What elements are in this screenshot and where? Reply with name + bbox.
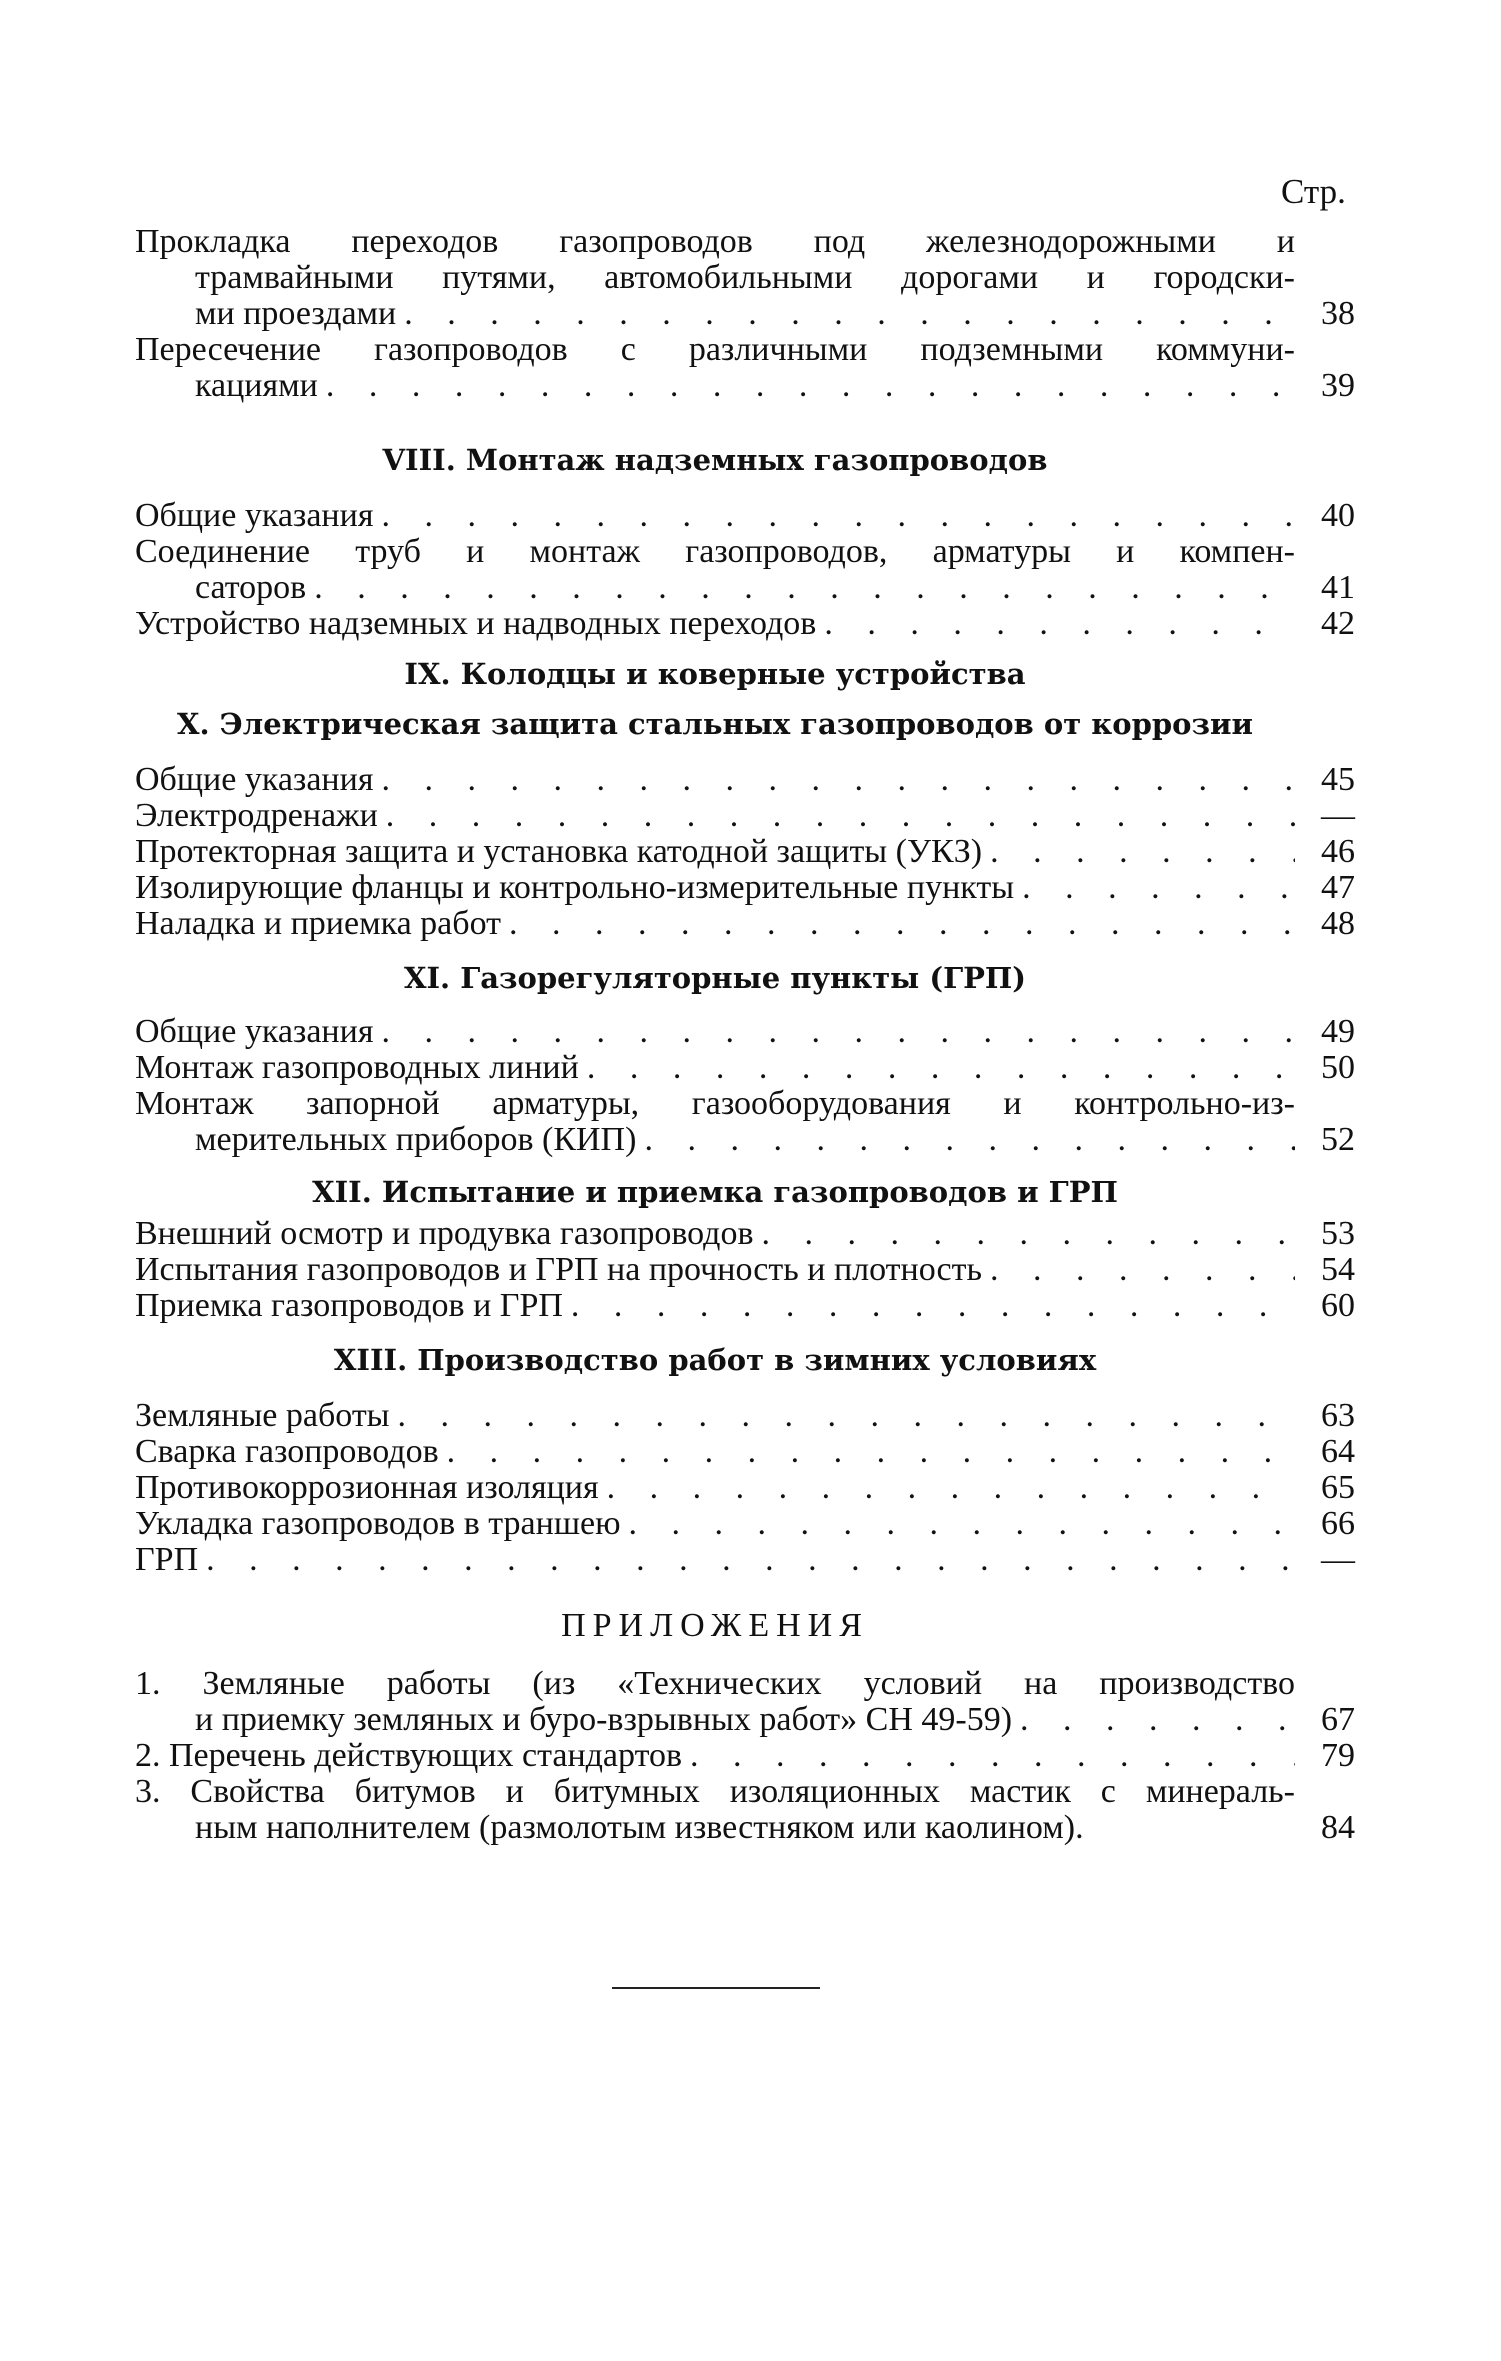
toc-entry-text xyxy=(135,1738,1295,1774)
toc-entry-text xyxy=(135,762,1295,798)
toc-entry-line: 3. Свойства битумов и битумных изоляционных мастик с минераль- xyxy=(135,1774,1295,1810)
leader-dots xyxy=(326,368,1295,404)
toc-entry-line: Общие указания xyxy=(135,1014,374,1050)
toc-entry-text xyxy=(135,1774,1295,1846)
toc-entry xyxy=(135,1398,1355,1434)
leader-dots xyxy=(314,570,1295,606)
page-number: — xyxy=(1321,797,1355,834)
toc-entry xyxy=(135,798,1355,834)
toc-entry-line: 2. Перечень действующих стандартов xyxy=(135,1738,683,1774)
toc-entry-line: Общие указания xyxy=(135,498,374,534)
toc-entry-line: Укладка газопроводов в траншею xyxy=(135,1506,621,1542)
leader-dots xyxy=(571,1288,1295,1324)
toc-entry xyxy=(135,1542,1355,1578)
page-number: 46 xyxy=(1321,833,1355,870)
toc-entry xyxy=(135,534,1355,606)
toc-entry-text xyxy=(135,1252,1295,1288)
toc-entry-text xyxy=(135,1506,1295,1542)
page-number: 39 xyxy=(1321,367,1355,404)
page-number: 38 xyxy=(1321,295,1355,332)
closing-rule xyxy=(612,1987,820,1989)
page-number: 67 xyxy=(1321,1701,1355,1738)
toc-entry-line: Противокоррозионная изоляция xyxy=(135,1470,599,1506)
toc-entry-line: Прокладка переходов газопроводов под железнодорожными и xyxy=(135,224,1295,260)
page-number: 48 xyxy=(1321,905,1355,942)
toc-entry-text xyxy=(135,332,1295,404)
toc-entry-line: Пересечение газопроводов с различными подземными коммуни- xyxy=(135,332,1295,368)
toc-entry-text xyxy=(135,798,1295,834)
toc-entry-last-line xyxy=(135,1738,1295,1774)
toc-entry-last-line xyxy=(135,1014,1295,1050)
leader-dots xyxy=(629,1506,1296,1542)
toc-entry-last-line xyxy=(135,1810,1295,1846)
toc-entry-line: мерительных приборов (КИП) xyxy=(195,1121,637,1158)
page-number: 53 xyxy=(1321,1215,1355,1252)
page-number: 41 xyxy=(1321,569,1355,606)
leader-dots xyxy=(206,1542,1295,1578)
toc-entry-text xyxy=(135,1666,1295,1738)
toc-entry-last-line xyxy=(135,498,1295,534)
toc-entry-line: Монтаж газопроводных линий xyxy=(135,1050,579,1086)
toc-entry xyxy=(135,498,1355,534)
table-of-contents xyxy=(135,224,1355,1846)
toc-entry xyxy=(135,1434,1355,1470)
leader-dots xyxy=(1020,1702,1295,1738)
leader-dots xyxy=(447,1434,1295,1470)
toc-entry xyxy=(135,1050,1355,1086)
toc-entry-line: 1. Земляные работы (из «Технических условий на производство xyxy=(135,1666,1295,1702)
toc-entry-last-line xyxy=(135,834,1295,870)
toc-entry-line: ми проездами xyxy=(195,295,397,332)
toc-entry-last-line xyxy=(135,1216,1295,1252)
page-number: 65 xyxy=(1321,1469,1355,1506)
toc-entry-last-line xyxy=(135,870,1295,906)
page-number: 63 xyxy=(1321,1397,1355,1434)
section-heading: XIII. Производство работ в зимних условиях xyxy=(333,1343,1097,1377)
toc-entry-text xyxy=(135,606,1295,642)
leader-dots xyxy=(381,1014,1295,1050)
leader-dots xyxy=(824,606,1295,642)
toc-entry xyxy=(135,1470,1355,1506)
leader-dots xyxy=(644,1122,1295,1158)
toc-entry xyxy=(135,1014,1355,1050)
page-number: 66 xyxy=(1321,1505,1355,1542)
toc-entry-last-line xyxy=(135,368,1295,404)
toc-entry-line: Монтаж запорной арматуры, газооборудования и контрольно-из- xyxy=(135,1086,1295,1122)
toc-entry-line: Приемка газопроводов и ГРП xyxy=(135,1288,563,1324)
toc-entry xyxy=(135,1774,1355,1846)
toc-entry-line: Протекторная защита и установка катодной защиты (УКЗ) xyxy=(135,834,983,870)
toc-entry xyxy=(135,606,1355,642)
toc-entry-line: ГРП xyxy=(135,1542,199,1578)
toc-entry-last-line xyxy=(135,1702,1295,1738)
toc-entry xyxy=(135,906,1355,942)
page-number: 49 xyxy=(1321,1013,1355,1050)
leader-dots xyxy=(404,296,1295,332)
toc-entry-text xyxy=(135,534,1295,606)
leader-dots xyxy=(1022,870,1295,906)
page-number: 45 xyxy=(1321,761,1355,798)
leader-dots xyxy=(690,1738,1295,1774)
toc-entry xyxy=(135,1086,1355,1158)
toc-entry-text xyxy=(135,1288,1295,1324)
page-number: 54 xyxy=(1321,1251,1355,1288)
toc-entry-line: саторов xyxy=(195,569,307,606)
leader-dots xyxy=(587,1050,1295,1086)
page-number: 40 xyxy=(1321,497,1355,534)
toc-entry-last-line xyxy=(135,906,1295,942)
page-number: 47 xyxy=(1321,869,1355,906)
leader-dots xyxy=(990,834,1295,870)
page-column-label: Стр. xyxy=(1281,172,1346,211)
toc-entry xyxy=(135,1216,1355,1252)
leader-dots xyxy=(398,1398,1295,1434)
toc-entry-text xyxy=(135,870,1295,906)
toc-entry xyxy=(135,1738,1355,1774)
toc-entry-text xyxy=(135,224,1295,332)
toc-entry xyxy=(135,834,1355,870)
leader-dots xyxy=(381,762,1295,798)
toc-entry-line: Общие указания xyxy=(135,762,374,798)
toc-entry-last-line xyxy=(135,1122,1295,1158)
page-number: 84 xyxy=(1321,1809,1355,1846)
toc-entry-line: Устройство надземных и надводных переходов xyxy=(135,606,817,642)
toc-entry xyxy=(135,224,1355,332)
toc-entry-text xyxy=(135,1014,1295,1050)
page-number: 79 xyxy=(1321,1737,1355,1774)
leader-dots xyxy=(381,498,1295,534)
toc-entry-last-line xyxy=(135,1050,1295,1086)
toc-entry-line: Сварка газопроводов xyxy=(135,1434,439,1470)
toc-entry-last-line xyxy=(135,762,1295,798)
appendix-heading: ПРИЛОЖЕНИЯ xyxy=(561,1607,869,1644)
toc-entry-last-line xyxy=(135,606,1295,642)
toc-entry-line: Соединение труб и монтаж газопроводов, арматуры и компен- xyxy=(135,534,1295,570)
toc-entry-last-line xyxy=(135,1434,1295,1470)
toc-entry-line: ным наполнителем (размолотым известняком или каолином). xyxy=(195,1809,1084,1846)
toc-entry-line: трамвайными путями, автомобильными дорогами и городски- xyxy=(195,259,1295,296)
toc-entry-last-line xyxy=(135,1252,1295,1288)
toc-entry-text xyxy=(135,906,1295,942)
leader-dots xyxy=(607,1470,1295,1506)
toc-entry-last-line xyxy=(135,1470,1295,1506)
toc-entry-last-line xyxy=(135,570,1295,606)
toc-entry xyxy=(135,332,1355,404)
toc-entry xyxy=(135,1666,1355,1738)
leader-dots xyxy=(990,1252,1295,1288)
toc-entry-text xyxy=(135,1542,1295,1578)
toc-entry-line: Наладка и приемка работ xyxy=(135,906,501,942)
toc-entry-line: Испытания газопроводов и ГРП на прочность и плотность xyxy=(135,1252,983,1288)
toc-entry xyxy=(135,1288,1355,1324)
toc-entry-last-line xyxy=(135,1506,1295,1542)
toc-entry-text xyxy=(135,1470,1295,1506)
toc-entry-line: Электродренажи xyxy=(135,798,378,834)
section-heading: IX. Колодцы и коверные устройства xyxy=(404,657,1026,691)
toc-entry-line: Изолирующие фланцы и контрольно-измерительные пункты xyxy=(135,870,1015,906)
toc-entry xyxy=(135,1506,1355,1542)
leader-dots xyxy=(762,1216,1295,1252)
toc-entry-last-line xyxy=(135,1542,1295,1578)
toc-entry-line: и приемку земляных и буро-взрывных работ» СН 49-59) xyxy=(195,1701,1013,1738)
toc-entry-last-line xyxy=(135,296,1295,332)
toc-entry-text xyxy=(135,1434,1295,1470)
toc-entry-line: Внешний осмотр и продувка газопроводов xyxy=(135,1216,754,1252)
toc-entry-last-line xyxy=(135,1398,1295,1434)
leader-dots xyxy=(509,906,1295,942)
section-heading: VIII. Монтаж надземных газопроводов xyxy=(382,443,1048,477)
toc-entry-last-line xyxy=(135,1288,1295,1324)
toc-entry-line: кациями xyxy=(195,367,318,404)
leader-dots xyxy=(386,798,1295,834)
toc-entry-text xyxy=(135,1050,1295,1086)
toc-entry-last-line xyxy=(135,798,1295,834)
page-number: 60 xyxy=(1321,1287,1355,1324)
page-number: 50 xyxy=(1321,1049,1355,1086)
page-number: — xyxy=(1321,1541,1355,1578)
section-heading: XII. Испытание и приемка газопроводов и ГРП xyxy=(312,1175,1118,1209)
toc-entry-line: Земляные работы xyxy=(135,1398,390,1434)
toc-entry-text xyxy=(135,834,1295,870)
page-number: 64 xyxy=(1321,1433,1355,1470)
toc-entry xyxy=(135,1252,1355,1288)
section-heading: X. Электрическая защита стальных газопроводов от коррозии xyxy=(176,707,1253,741)
toc-entry xyxy=(135,870,1355,906)
toc-entry xyxy=(135,762,1355,798)
toc-entry-text xyxy=(135,1216,1295,1252)
page-number: 42 xyxy=(1321,605,1355,642)
toc-entry-text xyxy=(135,498,1295,534)
toc-entry-text xyxy=(135,1398,1295,1434)
page-number: 52 xyxy=(1321,1121,1355,1158)
section-heading: XI. Газорегуляторные пункты (ГРП) xyxy=(403,961,1027,995)
toc-entry-text xyxy=(135,1086,1295,1158)
